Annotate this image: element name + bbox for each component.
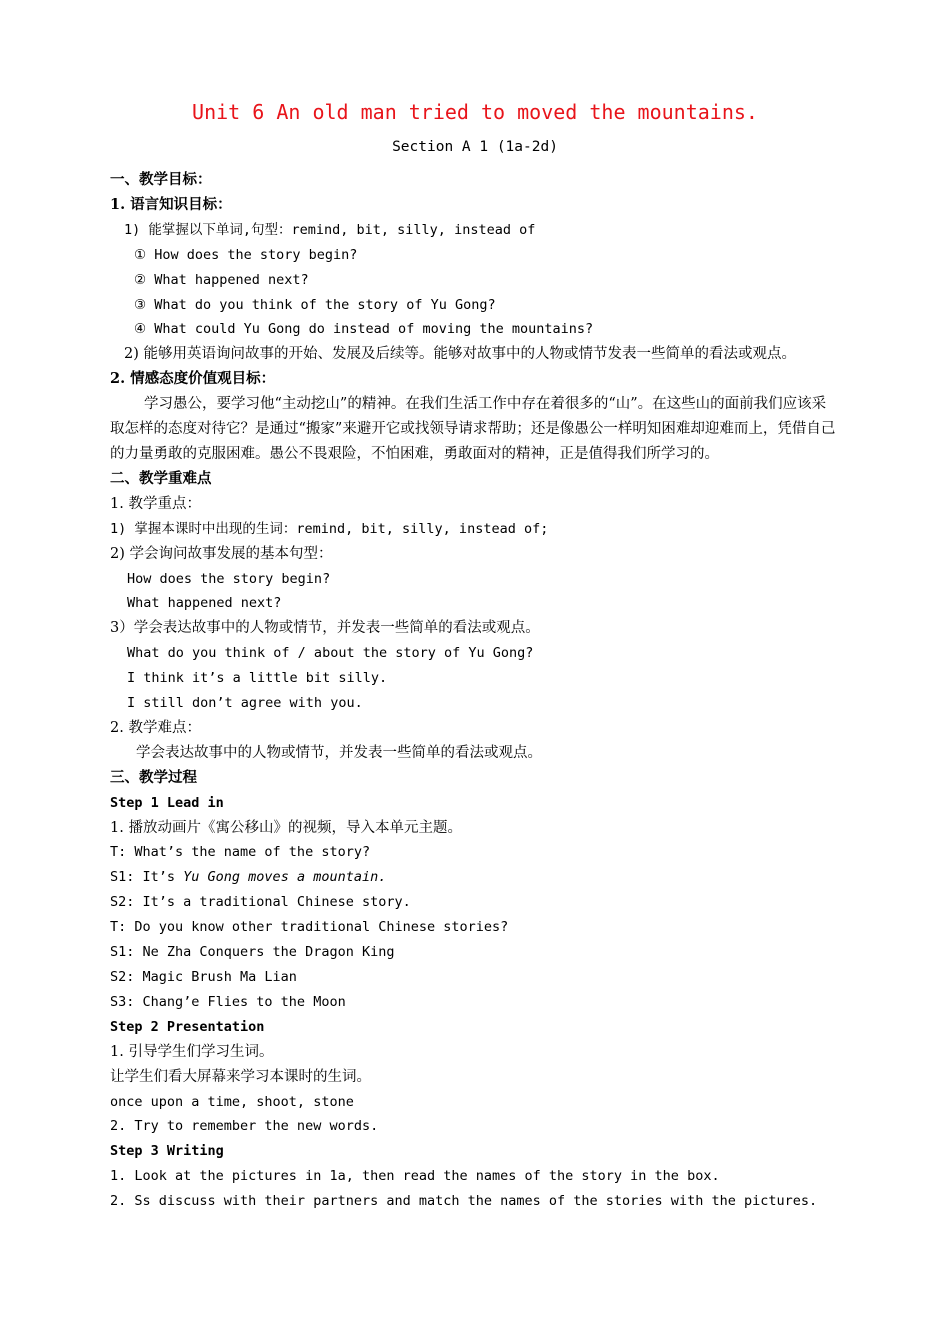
step-2-item-1-detail: 让学生们看大屏幕来学习本课时的生词。 — [110, 1068, 371, 1085]
key-point-2: 2) 学会询问故事发展的基本句型： — [110, 545, 333, 562]
key-point-3-example-3: I still don’t agree with you. — [127, 695, 363, 712]
subheading-difficult-points: 2. 教学难点： — [110, 719, 201, 736]
subheading-key-points: 1. 教学重点： — [110, 495, 201, 512]
language-goal-2: 2) 能够用英语询问故事的开始、发展及后续等。能够对故事中的人物或情节发表一些简单的看法或观点。 — [124, 346, 796, 363]
subheading-attitude-goals: 2. 情感态度价值观目标： — [110, 370, 276, 388]
section-heading-procedure: 三、教学过程 — [110, 768, 197, 786]
section-heading-objectives: 一、教学目标： — [110, 171, 212, 188]
step-3-item-2: 2. Ss discuss with their partners and match the names of the stories with the pictures. — [110, 1193, 818, 1210]
step-3-heading: Step 3 Writing — [110, 1143, 224, 1160]
key-point-2-example-1: How does the story begin? — [127, 570, 331, 587]
step-2-item-1: 1. 引导学生们学习生词。 — [110, 1043, 274, 1060]
step-1-item-1: 1. 播放动画片《寓公移山》的视频，导入本单元主题。 — [110, 819, 462, 836]
dialogue-line-3: S2: It’s a traditional Chinese story. — [110, 894, 411, 911]
sentence-pattern-2: ② What happened next? — [134, 271, 309, 288]
key-point-3-example-2: I think it’s a little bit silly. — [127, 670, 388, 687]
dialogue-line-7: S3: Chang’e Flies to the Moon — [110, 993, 346, 1010]
attitude-goal-paragraph: 学习愚公，要学习他“主动挖山”的精神。在我们生活工作中存在着很多的“山”。在这些山的面前我们应该采取怎样的态度对待它？是通过“搬家”来避开它或找领导请求帮助；还是像愚公一样明知困难却迎难而上，凭借自己的力量勇敢的克服困难。愚公不畏艰险，不怕困难，勇敢面对的精神，正是值得我们所学习的。 — [110, 396, 836, 462]
sentence-pattern-3: ③ What do you think of the story of Yu Gong? — [134, 296, 496, 313]
key-point-1: 1) 掌握本课时中出现的生词：remind, bit, silly, instead of; — [110, 520, 549, 537]
story-title-italic: Yu Gong moves a mountain. — [183, 869, 387, 886]
dialogue-line-4: T: Do you know other traditional Chinese stories? — [110, 919, 509, 936]
dialogue-line-1: T: What’s the name of the story? — [110, 844, 371, 861]
sentence-pattern-1: ① How does the story begin? — [134, 246, 358, 263]
dialogue-line-5: S1: Ne Zha Conquers the Dragon King — [110, 944, 395, 961]
key-point-3-example-1: What do you think of / about the story of Yu Gong? — [127, 645, 534, 662]
step-2-item-2: 2. Try to remember the new words. — [110, 1118, 379, 1135]
dialogue-line-2-prefix: S1: It’s — [110, 869, 184, 886]
difficult-point-text: 学会表达故事中的人物或情节，并发表一些简单的看法或观点。 — [136, 744, 542, 761]
section-heading-key-points: 二、教学重难点 — [110, 469, 212, 487]
step-2-heading: Step 2 Presentation — [110, 1018, 265, 1035]
key-point-3: 3）学会表达故事中的人物或情节，并发表一些简单的看法或观点。 — [110, 620, 540, 637]
step-3-item-1: 1. Look at the pictures in 1a, then read the names of the story in the box. — [110, 1168, 720, 1185]
new-words-list: once upon a time, shoot, stone — [110, 1093, 354, 1110]
sentence-pattern-4: ④ What could Yu Gong do instead of moving the mountains? — [134, 321, 594, 338]
document-title: Unit 6 An old man tried to moved the mountains. — [192, 100, 758, 124]
subheading-language-goals: 1. 语言知识目标： — [110, 195, 232, 213]
document-subtitle: Section A 1 (1a-2d) — [392, 139, 558, 155]
step-1-heading: Step 1 Lead in — [110, 794, 224, 811]
key-point-2-example-2: What happened next? — [127, 595, 282, 612]
document-body — [110, 168, 840, 1214]
dialogue-line-6: S2: Magic Brush Ma Lian — [110, 969, 297, 985]
language-goal-1: 1) 能掌握以下单词,句型：remind, bit, silly, instead of — [124, 221, 536, 238]
dialogue-line-2 — [110, 865, 840, 890]
